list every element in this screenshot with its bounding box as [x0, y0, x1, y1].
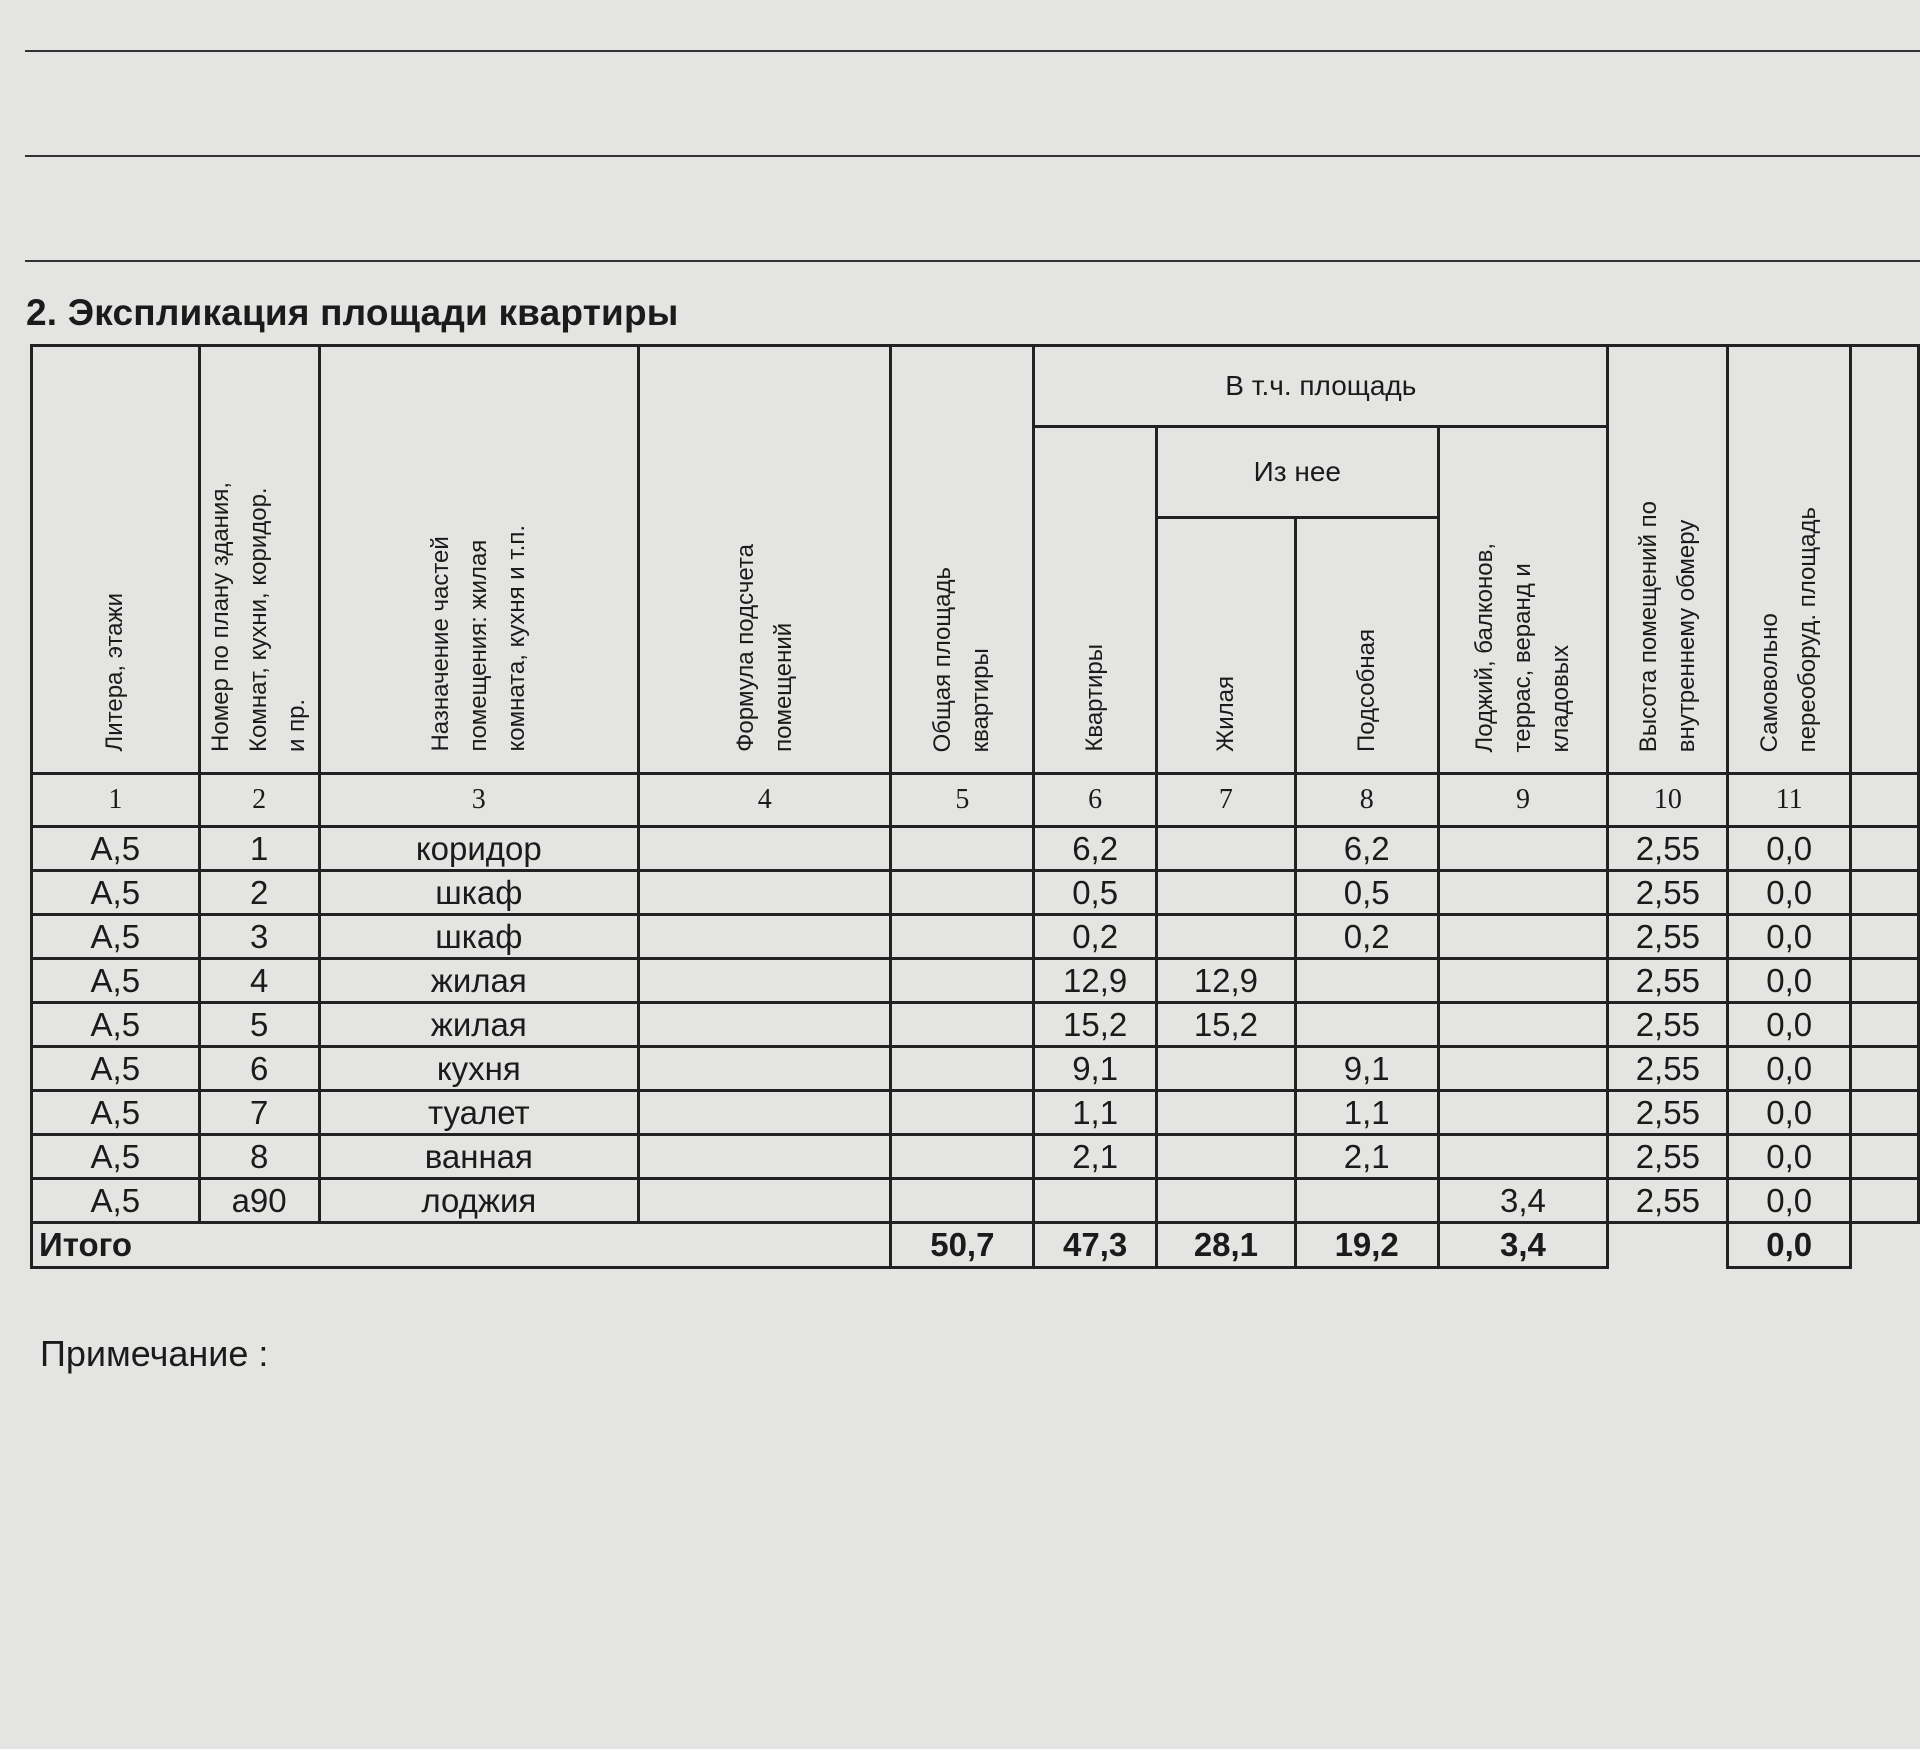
table-cell-col-1: А,5 — [32, 1047, 200, 1091]
table-cell-col-9 — [1438, 915, 1608, 959]
column-number: 3 — [319, 774, 638, 827]
table-cell-col-7 — [1157, 1135, 1296, 1179]
header-group-area: В т.ч. площадь — [1034, 346, 1608, 427]
table-cell-col-3: жилая — [319, 959, 638, 1003]
table-cell-col-2: а90 — [199, 1179, 319, 1223]
table-cell-col-5 — [891, 1179, 1034, 1223]
header-cell-6 — [1034, 427, 1157, 774]
table-cell-col-5 — [891, 1091, 1034, 1135]
table-cell-col-6: 12,9 — [1034, 959, 1157, 1003]
header-text-4: Формула подсчета помещений — [731, 544, 797, 752]
table-cell-col-5 — [891, 1135, 1034, 1179]
table-cell-col-11: 0,0 — [1728, 1091, 1851, 1135]
table-cell-col-3: ванная — [319, 1135, 638, 1179]
header-group-of-it: Из нее — [1157, 427, 1439, 518]
table-cell-col-7 — [1157, 915, 1296, 959]
header-text-10: Высота помещений по внутреннему обмеру — [1634, 500, 1700, 752]
table-cell-col-1: А,5 — [32, 959, 200, 1003]
table-cell-col-11: 0,0 — [1728, 1135, 1851, 1179]
table-cell-col-10: 2,55 — [1608, 1179, 1728, 1223]
table-cell-col-1: А,5 — [32, 915, 200, 959]
table-cell-col-4 — [639, 959, 891, 1003]
table-cell-col-12 — [1851, 959, 1919, 1003]
table-cell-col-12 — [1851, 1003, 1919, 1047]
table-cell-col-8 — [1295, 959, 1438, 1003]
blank-line-3 — [25, 260, 1920, 262]
table-cell-col-2: 3 — [199, 915, 319, 959]
total-cell-10 — [1608, 1223, 1728, 1268]
table-cell-col-6: 2,1 — [1034, 1135, 1157, 1179]
table-cell-col-9 — [1438, 1003, 1608, 1047]
table-cell-col-2: 1 — [199, 827, 319, 871]
table-cell-col-8: 1,1 — [1295, 1091, 1438, 1135]
header-text-8: Подсобная — [1352, 628, 1380, 752]
total-cell-8: 19,2 — [1295, 1223, 1438, 1268]
table-cell-col-2: 8 — [199, 1135, 319, 1179]
total-cell-6: 47,3 — [1034, 1223, 1157, 1268]
header-cell-4 — [639, 346, 891, 774]
table-cell-col-5 — [891, 915, 1034, 959]
total-label: Итого — [32, 1223, 891, 1268]
header-text-6: Квартиры — [1081, 644, 1109, 752]
table-cell-col-4 — [639, 1179, 891, 1223]
explication-table — [30, 344, 1920, 1269]
header-text-5: Общая площадь квартиры — [929, 566, 995, 752]
header-cell-8 — [1295, 518, 1438, 774]
table-cell-col-9 — [1438, 1135, 1608, 1179]
table-cell-col-2: 2 — [199, 871, 319, 915]
section-heading: 2. Экспликация площади квартиры — [26, 292, 679, 333]
header-text-3: Назначение частей помещения: жилая комната, кухня и т.п. — [426, 525, 530, 752]
table-cell-col-2: 4 — [199, 959, 319, 1003]
header-text-9: Лоджий, балконов, террас, веранд и кладовых — [1470, 542, 1574, 752]
total-cell-11: 0,0 — [1728, 1223, 1851, 1268]
table-cell-col-10: 2,55 — [1608, 1047, 1728, 1091]
total-cell-empty — [1851, 1223, 1919, 1268]
table-cell-col-10: 2,55 — [1608, 1135, 1728, 1179]
header-cell-7 — [1157, 518, 1296, 774]
header-text-2: Номер по плану здания, Комнат, кухни, коридор. и пр. — [207, 482, 311, 752]
table-cell-col-5 — [891, 1047, 1034, 1091]
table-cell-col-12 — [1851, 915, 1919, 959]
header-cell-1 — [32, 346, 200, 774]
table-cell-col-4 — [639, 915, 891, 959]
table-cell-col-11: 0,0 — [1728, 1179, 1851, 1223]
table-cell-col-3: туалет — [319, 1091, 638, 1135]
table-cell-col-1: А,5 — [32, 1091, 200, 1135]
table-cell-col-8: 9,1 — [1295, 1047, 1438, 1091]
table-cell-col-4 — [639, 1047, 891, 1091]
table-cell-col-3: шкаф — [319, 871, 638, 915]
header-cell-3 — [319, 346, 638, 774]
table-cell-col-6: 9,1 — [1034, 1047, 1157, 1091]
table-cell-col-4 — [639, 827, 891, 871]
table-cell-col-12 — [1851, 1179, 1919, 1223]
table-cell-col-4 — [639, 1003, 891, 1047]
table-cell-col-11: 0,0 — [1728, 1003, 1851, 1047]
table-row — [32, 959, 1919, 1003]
table-row — [32, 915, 1919, 959]
header-cell-11 — [1728, 346, 1851, 774]
table-cell-col-4 — [639, 1135, 891, 1179]
table-row — [32, 1179, 1919, 1223]
table-cell-col-9 — [1438, 1091, 1608, 1135]
table-cell-col-2: 6 — [199, 1047, 319, 1091]
header-text-11: Самовольно переоборуд. площадь — [1756, 506, 1822, 752]
table-cell-col-11: 0,0 — [1728, 827, 1851, 871]
table-row — [32, 827, 1919, 871]
table-cell-col-7 — [1157, 871, 1296, 915]
table-cell-col-5 — [891, 871, 1034, 915]
table-cell-col-10: 2,55 — [1608, 827, 1728, 871]
header-cell-10 — [1608, 346, 1728, 774]
table-cell-col-3: лоджия — [319, 1179, 638, 1223]
table-cell-col-10: 2,55 — [1608, 1091, 1728, 1135]
table-cell-col-3: кухня — [319, 1047, 638, 1091]
column-number: 11 — [1728, 774, 1851, 827]
header-cell-5 — [891, 346, 1034, 774]
table-cell-col-6: 15,2 — [1034, 1003, 1157, 1047]
table-cell-col-5 — [891, 959, 1034, 1003]
table-cell-col-9: 3,4 — [1438, 1179, 1608, 1223]
table-cell-col-7 — [1157, 1179, 1296, 1223]
table-cell-col-9 — [1438, 959, 1608, 1003]
table-cell-col-10: 2,55 — [1608, 871, 1728, 915]
blank-line-2 — [25, 155, 1920, 157]
column-number: 6 — [1034, 774, 1157, 827]
table-cell-col-1: А,5 — [32, 1135, 200, 1179]
header-cell-9 — [1438, 427, 1608, 774]
table-cell-col-12 — [1851, 827, 1919, 871]
table-cell-col-10: 2,55 — [1608, 1003, 1728, 1047]
table-cell-col-11: 0,0 — [1728, 915, 1851, 959]
header-cell-12 — [1851, 346, 1919, 774]
note-label: Примечание : — [40, 1333, 269, 1374]
column-number: 5 — [891, 774, 1034, 827]
table-body — [32, 827, 1919, 1223]
table-cell-col-8 — [1295, 1179, 1438, 1223]
table-cell-col-6 — [1034, 1179, 1157, 1223]
table-cell-col-1: А,5 — [32, 1179, 200, 1223]
table-row — [32, 1091, 1919, 1135]
table-cell-col-3: жилая — [319, 1003, 638, 1047]
table-cell-col-7: 15,2 — [1157, 1003, 1296, 1047]
table-cell-col-7 — [1157, 827, 1296, 871]
header-row-1 — [32, 346, 1919, 427]
table-cell-col-10: 2,55 — [1608, 915, 1728, 959]
table-cell-col-6: 6,2 — [1034, 827, 1157, 871]
table-cell-col-8: 0,2 — [1295, 915, 1438, 959]
table-cell-col-6: 1,1 — [1034, 1091, 1157, 1135]
column-number: 9 — [1438, 774, 1608, 827]
table-cell-col-8 — [1295, 1003, 1438, 1047]
header-cell-2 — [199, 346, 319, 774]
total-cell-7: 28,1 — [1157, 1223, 1296, 1268]
table-cell-col-4 — [639, 1091, 891, 1135]
table-cell-col-2: 5 — [199, 1003, 319, 1047]
total-row — [32, 1223, 1919, 1268]
table-cell-col-1: А,5 — [32, 827, 200, 871]
table-cell-col-9 — [1438, 1047, 1608, 1091]
table-cell-col-5 — [891, 1003, 1034, 1047]
table-cell-col-3: коридор — [319, 827, 638, 871]
table-cell-col-6: 0,5 — [1034, 871, 1157, 915]
table-cell-col-8: 0,5 — [1295, 871, 1438, 915]
table-cell-col-6: 0,2 — [1034, 915, 1157, 959]
table-cell-col-11: 0,0 — [1728, 959, 1851, 1003]
table-cell-col-8: 6,2 — [1295, 827, 1438, 871]
table-cell-col-12 — [1851, 1091, 1919, 1135]
table-cell-col-5 — [891, 827, 1034, 871]
table-cell-col-2: 7 — [199, 1091, 319, 1135]
total-cell-9: 3,4 — [1438, 1223, 1608, 1268]
column-number: 8 — [1295, 774, 1438, 827]
table-row — [32, 871, 1919, 915]
column-number: 10 — [1608, 774, 1728, 827]
column-number-row — [32, 774, 1919, 827]
column-number-empty — [1851, 774, 1919, 827]
table-row — [32, 1135, 1919, 1179]
table-cell-col-3: шкаф — [319, 915, 638, 959]
column-number: 1 — [32, 774, 200, 827]
table-cell-col-1: А,5 — [32, 871, 200, 915]
table-row — [32, 1047, 1919, 1091]
table-cell-col-7: 12,9 — [1157, 959, 1296, 1003]
table-cell-col-12 — [1851, 1135, 1919, 1179]
table-cell-col-10: 2,55 — [1608, 959, 1728, 1003]
total-cell-5: 50,7 — [891, 1223, 1034, 1268]
header-text-7: Жилая — [1211, 676, 1239, 752]
table-cell-col-1: А,5 — [32, 1003, 200, 1047]
table-cell-col-11: 0,0 — [1728, 871, 1851, 915]
table-cell-col-12 — [1851, 871, 1919, 915]
header-text-1: Литера, этажи — [101, 593, 129, 752]
table-cell-col-11: 0,0 — [1728, 1047, 1851, 1091]
column-number: 2 — [199, 774, 319, 827]
table-row — [32, 1003, 1919, 1047]
table-cell-col-8: 2,1 — [1295, 1135, 1438, 1179]
table-cell-col-4 — [639, 871, 891, 915]
table-cell-col-7 — [1157, 1091, 1296, 1135]
column-number: 4 — [639, 774, 891, 827]
blank-line-1 — [25, 50, 1920, 52]
table-cell-col-9 — [1438, 871, 1608, 915]
column-number: 7 — [1157, 774, 1296, 827]
table-cell-col-9 — [1438, 827, 1608, 871]
table-cell-col-12 — [1851, 1047, 1919, 1091]
table-cell-col-7 — [1157, 1047, 1296, 1091]
